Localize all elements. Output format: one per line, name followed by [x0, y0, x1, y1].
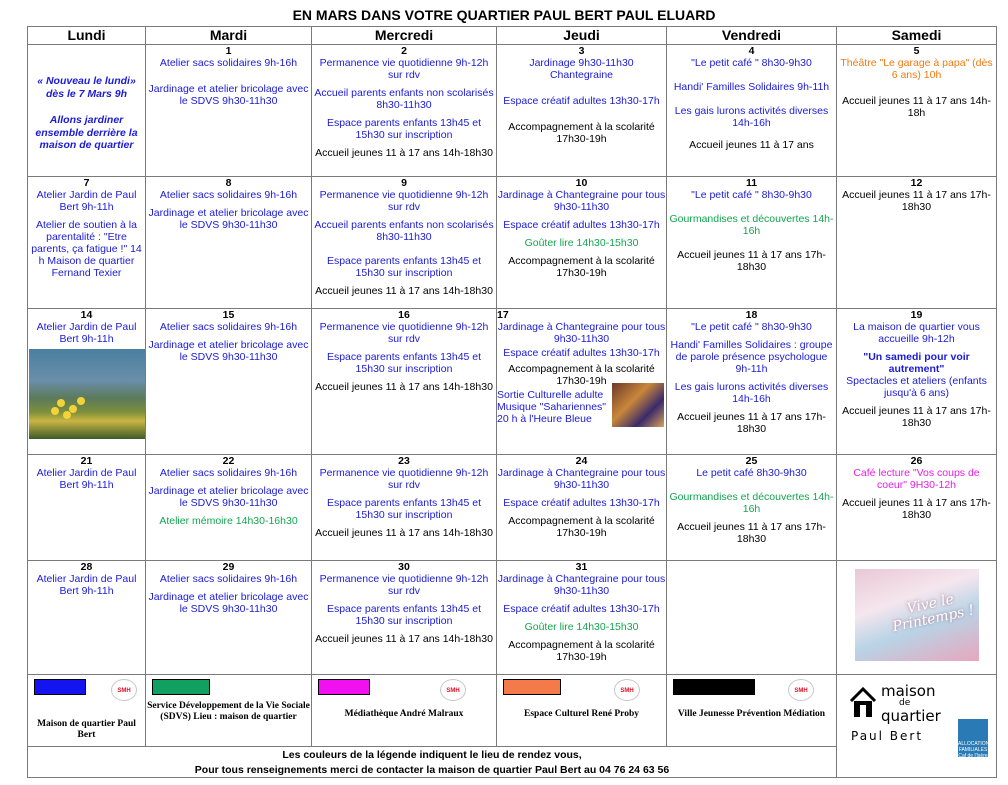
event-text: Atelier Jardin de Paul Bert 9h-11h — [36, 467, 137, 491]
event-text: Espace parents enfants 13h45 et 15h30 sur inscription — [326, 255, 482, 279]
cell-lundi-21 — [28, 455, 146, 561]
legend-mediatheque — [312, 675, 497, 747]
day-header-lundi: Lundi — [28, 27, 146, 45]
cell-mercredi-16 — [312, 309, 497, 455]
legend-ville-jeunesse — [667, 675, 837, 747]
event-text: Espace parents enfants 13h45 et 15h30 sur inscription — [326, 497, 482, 521]
event-text: Atelier sacs solidaires 9h-16h — [159, 57, 298, 69]
event-text: Accueil jeunes 11 à 17 ans 14h-18h30 — [315, 633, 493, 645]
footer-line-2: Pour tous renseignements merci de contacter la maison de quartier Paul Bert au 04 76 24 63 56 — [194, 764, 670, 776]
event-text: Espace créatif adultes 13h30-17h — [503, 219, 660, 231]
event-text: Atelier sacs solidaires 9h-16h — [159, 467, 298, 479]
event-text: Café lecture "Vos coups de coeur" 9H30-12h — [853, 467, 980, 491]
event-text: Goûter lire 14h30-15h30 — [524, 621, 639, 633]
cell-mercredi-30 — [312, 561, 497, 675]
event-text: Accueil parents enfants non scolarisés 8h30-11h30 — [314, 219, 494, 243]
week-row-5 — [28, 561, 997, 675]
event-text: Jardinage à Chantegraine pour tous 9h30-11h30 — [497, 189, 666, 213]
legend-row — [28, 675, 997, 747]
event-text: Permanence vie quotidienne 9h-12h sur rdv — [319, 321, 489, 345]
logo-text: maison de quartier — [881, 682, 941, 725]
event-text: Atelier mémoire 14h30-16h30 — [159, 515, 298, 527]
caf-logo-icon: ALLOCATIONS FAMILIALES Caf de l'Isère — [958, 719, 988, 757]
day-number: 12 — [910, 177, 923, 189]
day-number: 31 — [575, 561, 588, 573]
event-text: Jardinage et atelier bricolage avec le SDVS 9h30-11h30 — [148, 339, 309, 363]
legend-swatch-magenta — [318, 679, 370, 695]
day-number: 29 — [222, 561, 235, 573]
cell-jeudi-17 — [497, 309, 667, 455]
event-text: Accompagnement à la scolarité 17h30-19h — [508, 515, 655, 539]
day-number: 7 — [83, 177, 90, 189]
day-number: 16 — [398, 309, 410, 321]
event-text: Accueil jeunes 11 à 17 ans 17h-18h30 — [677, 249, 826, 273]
smh-logo-icon: SMH — [614, 679, 640, 701]
event-text: Jardinage et atelier bricolage avec le SDVS 9h30-11h30 — [148, 207, 309, 231]
legend-label: Espace Culturel René Proby — [524, 709, 639, 719]
day-number: 21 — [80, 455, 93, 467]
concert-photo — [612, 383, 664, 427]
legend-label: Service Développement de la Vie Sociale (SDVS) Lieu : maison de quartier — [147, 701, 310, 722]
cell-samedi-spring-image — [837, 561, 997, 675]
day-number: 5 — [913, 45, 920, 57]
event-text: Accueil jeunes 11 à 17 ans 14h-18h30 — [315, 147, 493, 159]
cell-lundi-14 — [28, 309, 146, 455]
day-header-vendredi: Vendredi — [667, 27, 837, 45]
event-text: "Le petit café " 8h30-9h30 — [691, 189, 812, 201]
event-text: Gourmandises et découvertes 14h-16h — [669, 213, 834, 237]
event-text: Atelier sacs solidaires 9h-16h — [159, 189, 298, 201]
event-text: Sortie Culturelle adulte Musique "Sahariennes" 20 h à l'Heure Bleue — [497, 389, 607, 425]
day-number: 8 — [225, 177, 232, 189]
cell-jeudi-10 — [497, 177, 667, 309]
event-text: Accompagnement à la scolarité 17h30-19h — [508, 363, 655, 387]
event-text: Accueil jeunes 11 à 17 ans 14h-18h — [842, 95, 991, 119]
day-number: 18 — [745, 309, 758, 321]
event-text: "Le petit café " 8h30-9h30 — [691, 57, 812, 69]
event-text: Accueil jeunes 11 à 17 ans 17h-18h30 — [842, 405, 991, 429]
cell-jeudi-24 — [497, 455, 667, 561]
day-header-row — [28, 27, 997, 45]
event-text: Accueil jeunes 11 à 17 ans 17h-18h30 — [842, 497, 991, 521]
cell-vendredi-11 — [667, 177, 837, 309]
day-number: 28 — [80, 561, 93, 573]
cell-mercredi-2 — [312, 45, 497, 177]
event-text: Atelier Jardin de Paul Bert 9h-11h — [36, 573, 137, 597]
week-row-1 — [28, 45, 997, 177]
event-text: Accompagnement à la scolarité 17h30-19h — [508, 255, 655, 279]
event-text: Espace créatif adultes 13h30-17h — [503, 347, 660, 359]
event-text: Jardinage à Chantegraine pour tous 9h30-11h30 — [497, 573, 666, 597]
legend-label: Maison de quartier Paul Bert — [37, 719, 136, 740]
day-number: 3 — [578, 45, 585, 57]
day-number: 1 — [225, 45, 232, 57]
day-header-samedi: Samedi — [837, 27, 997, 45]
week-row-4 — [28, 455, 997, 561]
event-text: Les gais lurons activités diverses 14h-16h — [674, 105, 829, 129]
event-text: Accueil jeunes 11 à 17 ans — [689, 139, 814, 151]
legend-maison-quartier — [28, 675, 146, 747]
event-text: Espace créatif adultes 13h30-17h — [503, 95, 660, 107]
footer-line-1: Les couleurs de la légende indiquent le lieu de rendez vous, — [282, 749, 582, 761]
legend-swatch-black — [673, 679, 755, 695]
day-number: 10 — [575, 177, 588, 189]
day-number: 9 — [401, 177, 407, 189]
event-text: Atelier Jardin de Paul Bert 9h-11h — [36, 189, 137, 213]
event-text: Jardinage 9h30-11h30 Chantegraine — [529, 57, 634, 81]
event-text: Accompagnement à la scolarité 17h30-19h — [508, 639, 655, 663]
cell-mardi-22 — [146, 455, 312, 561]
event-text: Atelier de soutien à la parentalité : "Etre parents, ça fatigue !" 14 h Maison de quartier Fernand Texier — [31, 219, 142, 279]
cell-samedi-19 — [837, 309, 997, 455]
cell-jeudi-3 — [497, 45, 667, 177]
spring-photo-caption: Vive le Printemps ! — [890, 591, 976, 636]
day-number: 23 — [398, 455, 410, 467]
legend-label: Ville Jeunesse Prévention Médiation — [677, 709, 826, 719]
legend-sdvs — [146, 675, 312, 747]
cell-samedi-26 — [837, 455, 997, 561]
event-text: Le petit café 8h30-9h30 — [696, 467, 807, 479]
page-title: EN MARS DANS VOTRE QUARTIER PAUL BERT PAUL ELUARD — [292, 7, 716, 23]
event-text: Jardinage et atelier bricolage avec le SDVS 9h30-11h30 — [148, 83, 309, 107]
event-text: Gourmandises et découvertes 14h-16h — [669, 491, 834, 515]
legend-swatch-blue — [34, 679, 86, 695]
cell-mardi-8 — [146, 177, 312, 309]
cell-lundi-week1 — [28, 45, 146, 177]
event-text: Espace parents enfants 13h45 et 15h30 sur inscription — [326, 603, 482, 627]
day-number: 30 — [398, 561, 410, 573]
cell-lundi-28 — [28, 561, 146, 675]
event-text: Jardinage et atelier bricolage avec le SDVS 9h30-11h30 — [148, 485, 309, 509]
week-row-2 — [28, 177, 997, 309]
day-number: 25 — [745, 455, 758, 467]
legend-espace-culturel — [497, 675, 667, 747]
event-text: Accueil jeunes 11 à 17 ans 14h-18h30 — [315, 285, 493, 297]
smh-logo-icon: SMH — [440, 679, 466, 701]
week-row-3 — [28, 309, 997, 455]
day-number: 11 — [745, 177, 758, 189]
house-logo-icon — [849, 685, 877, 719]
logo-paul-bert: Paul Bert — [851, 729, 924, 743]
event-text: Accueil jeunes 11 à 17 ans 14h-18h30 — [315, 381, 493, 393]
legend-swatch-green — [152, 679, 210, 695]
garden-photo — [29, 349, 145, 439]
event-text: Accueil jeunes 11 à 17 ans 17h-18h30 — [842, 189, 991, 213]
event-text: Accueil jeunes 11 à 17 ans 14h-18h30 — [315, 527, 493, 539]
day-header-mardi: Mardi — [146, 27, 312, 45]
cell-vendredi-18 — [667, 309, 837, 455]
event-text: Espace parents enfants 13h45 et 15h30 sur inscription — [326, 351, 482, 375]
day-number: 2 — [401, 45, 407, 57]
day-number: 4 — [748, 45, 755, 57]
cell-mardi-1 — [146, 45, 312, 177]
event-text: Atelier sacs solidaires 9h-16h — [159, 321, 298, 333]
event-text: Accueil jeunes 11 à 17 ans 17h-18h30 — [677, 411, 826, 435]
day-number: 19 — [910, 309, 923, 321]
event-text: Goûter lire 14h30-15h30 — [524, 237, 639, 249]
event-text: Atelier sacs solidaires 9h-16h — [159, 573, 298, 585]
day-number: 24 — [575, 455, 588, 467]
day-header-mercredi: Mercredi — [312, 27, 497, 45]
day-number: 15 — [222, 309, 235, 321]
event-text: Allons jardiner ensemble derrière la maison de quartier — [35, 114, 138, 151]
spring-photo — [855, 569, 979, 661]
event-text: « Nouveau le lundi» dès le 7 Mars 9h — [37, 75, 136, 100]
cell-mercredi-9 — [312, 177, 497, 309]
event-text: Accompagnement à la scolarité 17h30-19h — [508, 121, 655, 145]
cell-mardi-29 — [146, 561, 312, 675]
legend-swatch-orange — [503, 679, 561, 695]
event-text: Jardinage à Chantegraine pour tous 9h30-11h30 — [497, 321, 666, 345]
event-text: Jardinage à Chantegraine pour tous 9h30-11h30 — [497, 467, 666, 491]
event-text: Espace parents enfants 13h45 et 15h30 sur inscription — [326, 117, 482, 141]
cell-vendredi-25 — [667, 455, 837, 561]
day-header-jeudi: Jeudi — [497, 27, 667, 45]
saint-martin-logo-icon: SMH — [111, 679, 137, 701]
cell-lundi-7 — [28, 177, 146, 309]
cell-mercredi-23 — [312, 455, 497, 561]
event-text: Permanence vie quotidienne 9h-12h sur rdv — [319, 467, 489, 491]
event-text: "Un samedi pour voir autrement" — [863, 351, 970, 375]
event-text: Permanence vie quotidienne 9h-12h sur rdv — [319, 189, 489, 213]
cell-jeudi-31 — [497, 561, 667, 675]
cell-vendredi-empty — [667, 561, 837, 675]
maison-quartier-logo — [837, 675, 997, 778]
event-text: Permanence vie quotidienne 9h-12h sur rdv — [319, 573, 489, 597]
event-text: Atelier Jardin de Paul Bert 9h-11h — [36, 321, 137, 345]
cell-samedi-5 — [837, 45, 997, 177]
calendar-table — [27, 26, 997, 778]
event-text: La maison de quartier vous accueille 9h-12h — [853, 321, 980, 345]
event-text: Handi' Familles Solidaires 9h-11h — [673, 81, 830, 93]
event-text: Permanence vie quotidienne 9h-12h sur rdv — [319, 57, 489, 81]
event-text: Espace créatif adultes 13h30-17h — [503, 603, 660, 615]
cell-mardi-15 — [146, 309, 312, 455]
event-text: Les gais lurons activités diverses 14h-16h — [674, 381, 829, 405]
cell-samedi-12 — [837, 177, 997, 309]
day-number: 26 — [910, 455, 923, 467]
event-text: Accueil parents enfants non scolarisés 8h30-11h30 — [314, 87, 494, 111]
cell-vendredi-4 — [667, 45, 837, 177]
event-text: "Le petit café " 8h30-9h30 — [691, 321, 812, 333]
day-number: 14 — [80, 309, 93, 321]
saint-martin-logo-icon: SMH — [788, 679, 814, 701]
day-number: 17 — [497, 309, 509, 321]
event-text: Spectacles et ateliers (enfants jusqu'à 6 ans) — [846, 375, 987, 399]
legend-label: Médiathèque André Malraux — [344, 709, 464, 719]
event-text: Espace créatif adultes 13h30-17h — [503, 497, 660, 509]
event-text: Accueil jeunes 11 à 17 ans 17h-18h30 — [677, 521, 826, 545]
event-text: Jardinage et atelier bricolage avec le SDVS 9h30-11h30 — [148, 591, 309, 615]
event-text: Théâtre "Le garage à papa" (dès 6 ans) 10h — [840, 57, 993, 81]
day-number: 22 — [222, 455, 235, 467]
footer-cell — [28, 747, 837, 778]
event-text: Handi' Familles Solidaires : groupe de parole présence psychologue 9h-11h — [670, 339, 833, 375]
